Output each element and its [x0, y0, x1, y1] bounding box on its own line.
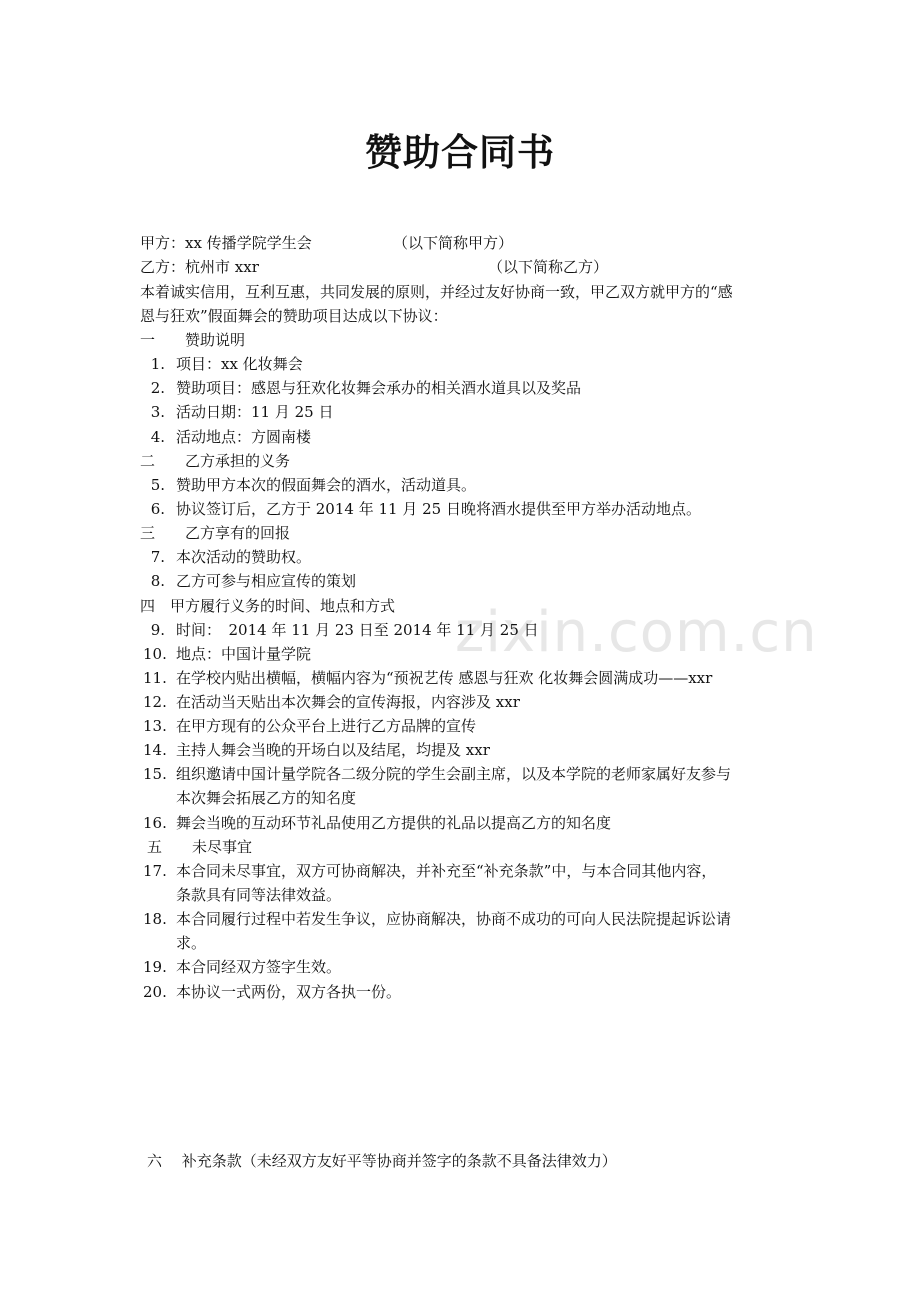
item-text-continued: 求。	[176, 934, 207, 952]
item-text: 本次活动的赞助权。	[176, 548, 312, 566]
item-text-continued: 本次舞会拓展乙方的知名度	[176, 789, 357, 807]
item-number: 16.	[143, 814, 167, 832]
section-heading-5: 五 未尽事宜	[147, 838, 253, 856]
item-text: 时间： 2014 年 11 月 23 日至 2014 年 11 月 25 日	[176, 621, 539, 639]
item-number: 10.	[143, 645, 167, 663]
party-b-label: 乙方：杭州市 xxr	[140, 258, 259, 276]
item-number: 17.	[143, 862, 167, 880]
item-text: 地点：中国计量学院	[176, 645, 312, 663]
item-number: 13.	[143, 717, 167, 735]
item-number: 14.	[143, 741, 167, 759]
item-number: 7.	[150, 548, 165, 566]
item-text: 协议签订后，乙方于 2014 年 11 月 25 日晚将酒水提供至甲方举办活动地点。	[176, 500, 701, 518]
item-number: 19.	[143, 958, 167, 976]
intro-line-2: 恩与狂欢”假面舞会的赞助项目达成以下协议：	[140, 307, 448, 325]
item-text: 赞助项目：感恩与狂欢化妆舞会承办的相关酒水道具以及奖品	[176, 379, 582, 397]
section-heading-3: 三 乙方享有的回报	[140, 524, 291, 542]
item-text: 本合同履行过程中若发生争议，应协商解决，协商不成功的可向人民法院提起诉讼请	[176, 910, 732, 928]
item-text: 舞会当晚的互动环节礼品使用乙方提供的礼品以提高乙方的知名度	[176, 814, 612, 832]
item-text: 在活动当天贴出本次舞会的宣传海报，内容涉及 xxr	[176, 693, 520, 711]
item-number: 6.	[150, 500, 165, 518]
item-number: 4.	[150, 428, 165, 446]
item-text: 项目：xx 化妆舞会	[176, 355, 303, 373]
item-number: 5.	[150, 476, 165, 494]
item-number: 2.	[150, 379, 165, 397]
item-number: 8.	[150, 572, 165, 590]
item-text: 本合同经双方签字生效。	[176, 958, 342, 976]
section-heading-1: 一 赞助说明	[140, 331, 246, 349]
item-text: 本合同未尽事宜，双方可协商解决，并补充至“补充条款”中，与本合同其他内容，	[176, 862, 717, 880]
item-text: 乙方可参与相应宣传的策划	[176, 572, 357, 590]
item-number: 15.	[143, 765, 167, 783]
party-a-label: 甲方：xx 传播学院学生会	[140, 234, 312, 252]
section-heading-6: 六 补充条款（未经双方友好平等协商并签字的条款不具备法律效力）	[147, 1152, 617, 1170]
item-text: 主持人舞会当晚的开场白以及结尾，均提及 xxr	[176, 741, 490, 759]
item-text-continued: 条款具有同等法律效益。	[176, 886, 342, 904]
section-heading-4: 四 甲方履行义务的时间、地点和方式	[140, 597, 396, 615]
item-number: 3.	[150, 403, 165, 421]
item-text: 本协议一式两份，双方各执一份。	[176, 983, 402, 1001]
watermark: zixin.com.cn	[455, 600, 818, 665]
item-number: 12.	[143, 693, 167, 711]
item-text: 活动地点：方圆南楼	[176, 428, 312, 446]
intro-line-1: 本着诚实信用，互利互惠，共同发展的原则，并经过友好协商一致，甲乙双方就甲方的“感	[140, 283, 733, 301]
item-number: 9.	[150, 621, 165, 639]
item-number: 11.	[143, 669, 167, 687]
item-text: 在甲方现有的公众平台上进行乙方品牌的宣传	[176, 717, 477, 735]
item-text: 组织邀请中国计量学院各二级分院的学生会副主席，以及本学院的老师家属好友参与	[176, 765, 732, 783]
page-title: 赞助合同书	[365, 130, 555, 174]
item-text: 赞助甲方本次的假面舞会的酒水，活动道具。	[176, 476, 477, 494]
item-number: 1.	[150, 355, 165, 373]
section-heading-2: 二 乙方承担的义务	[140, 452, 291, 470]
item-number: 20.	[143, 983, 167, 1001]
item-text: 在学校内贴出横幅，横幅内容为“预祝艺传 感恩与狂欢 化妆舞会圆满成功——xxr	[176, 669, 713, 687]
item-number: 18.	[143, 910, 167, 928]
party-b-note: （以下简称乙方）	[488, 258, 609, 276]
party-a-note: （以下简称甲方）	[393, 234, 514, 252]
item-text: 活动日期：11 月 25 日	[176, 403, 334, 421]
